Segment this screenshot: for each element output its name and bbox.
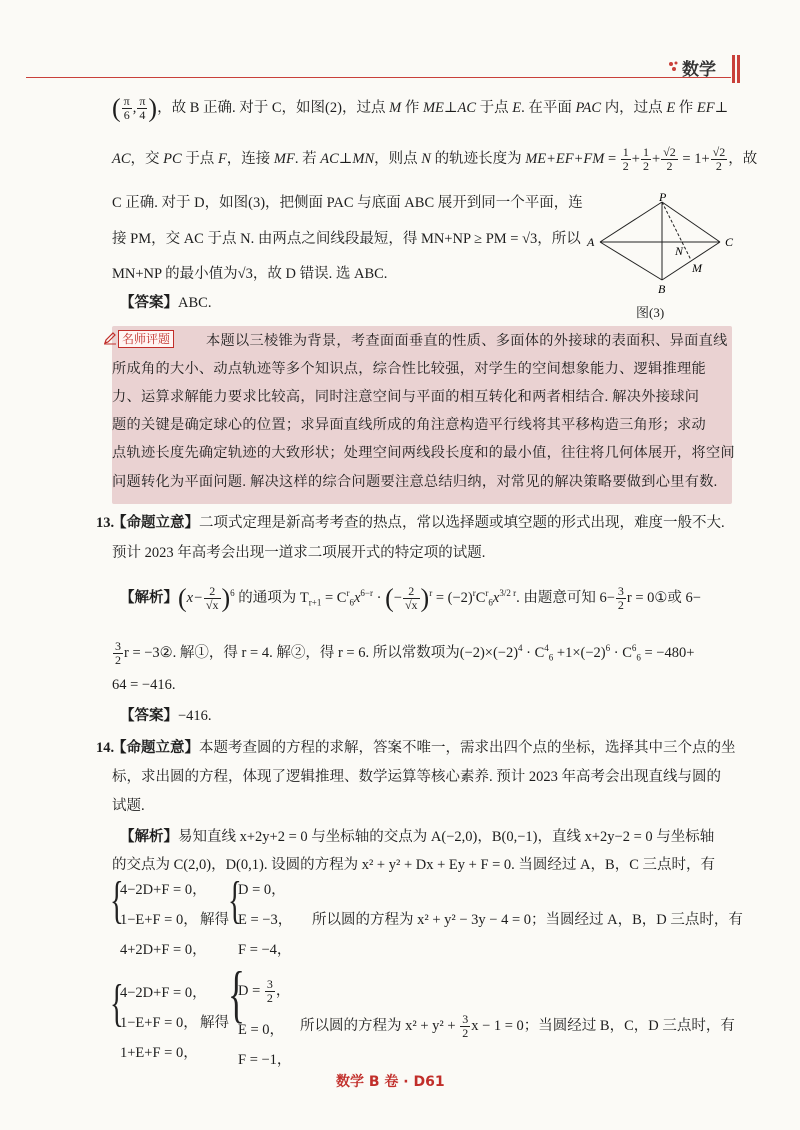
frac-sqrt2-over-2-a: $\frac{√2}{2}$ xyxy=(663,145,676,173)
header-dots-icon xyxy=(668,60,680,72)
frac-pi-4: $\frac{\pi}{4}$ xyxy=(139,94,146,122)
q12-paragraph-2: AC，交 PC 于点 F，连接 MF. 若 AC⊥MN，则点 N 的轨迹长度为 ME+EF+FM = $\frac{1}{2}$ + $\frac{1}{2}$ + $\frac{√2}{2}$ = 1+ $\frac{√2}{2}$ ，故 xyxy=(112,145,758,173)
q12-paragraph-5: MN+NP 的最小值为√3，故 D 错误. 选 ABC. xyxy=(112,266,388,282)
sys1-eq-3: 4+2D+F = 0， xyxy=(120,942,207,958)
comment-line-6: 问题转化为平面问题. 解决这样的综合问题要注意总结归纳，对常见的解决策略要做到心里有数. xyxy=(112,474,718,490)
q13-analysis-1: 【解析】(x− $\frac{2}{√x}$ )$^6$ 的通项为 $T_{r+1} = C^r_6x^{6-r}$ · (− $\frac{2}{√x}$ )$^r = (-2)^rC^r_6x^{3/2 r}$. 由题意可知 6− $\frac{3}{2}$ r = 0①或 6− xyxy=(120,583,701,613)
brace-left-2: { xyxy=(228,872,242,929)
page-footer: 数学 B 卷 · D61 xyxy=(336,1074,445,1090)
q12-paragraph-3: C 正确. 对于 D，如图(3)，把侧面 PAC 与底面 ABC 展开到同一个平面，连 xyxy=(112,195,583,211)
q14-analysis-2: 的交点为 C(2,0)，D(0,1). 设圆的方程为 x² + y² + Dx + Ey + F = 0. 当圆经过 A，B，C 三点时，有 xyxy=(112,857,715,873)
result-1: 所以圆的方程为 x² + y² − 3y − 4 = 0；当圆经过 A，B，D 三点时，有 xyxy=(312,912,743,928)
paren-close: ) xyxy=(148,93,158,123)
sys2-eq-2: 1−E+F = 0， xyxy=(120,1015,198,1031)
frac-sqrt2-over-2-b: $\frac{√2}{2}$ xyxy=(712,145,726,173)
comment-line-4: 题的关键是确定球心的位置；求异面直线所成的角注意构造平行线将其平移构造三角形；求动 xyxy=(112,417,706,433)
q14-intent-2: 标，求出圆的方程，体现了逻辑推理、数学运算等核心素养. 预计 2023 年高考会出现直线与圆的 xyxy=(112,769,721,785)
q12-paragraph-4: 接 PM，交 AC 于点 N. 由两点之间线段最短，得 MN+NP ≥ PM = √3，所以 xyxy=(112,231,581,247)
sol1-D: D = 0， xyxy=(238,882,286,898)
q13-intent-2: 预计 2023 年高考会出现一道求二项展开式的特定项的试题. xyxy=(112,545,486,561)
teacher-comment-badge: 名师评题 xyxy=(118,330,174,348)
figure-caption: 图(3) xyxy=(636,305,665,320)
fig-label-B: B xyxy=(658,282,666,296)
sys2-eq-3: 1+E+F = 0， xyxy=(120,1045,198,1061)
brace-left-1: { xyxy=(110,872,124,929)
q14-number: 14. xyxy=(96,740,115,756)
q12-answer: 【答案】ABC. xyxy=(120,295,212,311)
q13-answer: 【答案】−416. xyxy=(120,708,212,724)
sol1-E: E = −3， xyxy=(238,912,293,928)
fig-label-M: M xyxy=(692,261,702,275)
sys1-eq-1: 4−2D+F = 0， xyxy=(120,882,207,898)
comment-line-5: 点轨迹长度先确定轨迹的大致形状；处理空间两线段长度和的最小值，往往将几何体展开，将空间 xyxy=(112,445,735,461)
sol2-D: D = $\frac{3}{2}$ ， xyxy=(238,977,291,1005)
q14-intent-1: 【命题立意】本题考查圆的方程的求解，答案不唯一，需求出四个点的坐标，选择其中三个点的坐 xyxy=(112,740,736,756)
brace-left-4: { xyxy=(228,958,245,1029)
comment-line-1: 本题以三棱锥为背景，考查面面垂直的性质、多面体的外接球的表面积、异面直线 xyxy=(206,333,728,349)
frac-half-b: $\frac{1}{2}$ xyxy=(642,145,649,173)
figure-3-diagram xyxy=(580,192,740,320)
sys1-eq-2: 1−E+F = 0， xyxy=(120,912,198,928)
result-2: 所以圆的方程为 x² + y² + $\frac{3}{2}$ x − 1 = 0；当圆经过 B，C，D 三点时，有 xyxy=(300,1012,735,1040)
pen-icon xyxy=(103,331,117,345)
q13-analysis-2: $\frac{3}{2}$ r = −3②. 解①，得 r = 4. 解②，得 r = 6. 所以常数项为$(-2)\times(-2)^4 \cdot C^4_6 +1\times(-2)^6 \cdot C^6_6 = -480+$ xyxy=(115,639,695,667)
sol2-F: F = −1， xyxy=(238,1052,292,1068)
frac-pi-6: $\frac{\pi}{6}$ xyxy=(123,94,130,122)
brace-left-3: { xyxy=(110,975,124,1032)
q12-paragraph-1: ( $\frac{\pi}{6}$ , $\frac{\pi}{4}$ )，故 B 正确. 对于 C，如图(2)，过点 M 作 ME⊥AC 于点 E. 在平面 PAC 内，过点 E 作 EF⊥ xyxy=(112,93,729,123)
fig-label-A: A xyxy=(587,235,595,249)
frac-half-a: $\frac{1}{2}$ xyxy=(622,145,629,173)
fig-label-C: C xyxy=(725,235,734,249)
header-accent-bars xyxy=(732,55,740,83)
fig-label-N: N xyxy=(675,244,684,258)
fig-label-P: P xyxy=(659,192,667,204)
subject-title: 数学 xyxy=(682,60,716,80)
sys2-eq-1: 4−2D+F = 0， xyxy=(120,985,207,1001)
q13-analysis-3: 64 = −416. xyxy=(112,677,176,693)
solve-word-2: 解得 xyxy=(200,1015,229,1031)
q14-analysis-1: 【解析】易知直线 x+2y+2 = 0 与坐标轴的交点为 A(−2,0)，B(0,−1)，直线 x+2y−2 = 0 与坐标轴 xyxy=(120,829,715,845)
q13-intent-1: 【命题立意】二项式定理是新高考考查的热点，常以选择题或填空题的形式出现，难度一般不大. xyxy=(112,515,725,531)
solve-word-1: 解得 xyxy=(200,912,229,928)
q14-intent-3: 试题. xyxy=(112,798,145,814)
comment-line-3: 力、运算求解能力要求比较高，同时注意空间与平面的相互转化和两者相结合. 解决外接球问 xyxy=(112,389,700,405)
sol1-F: F = −4， xyxy=(238,942,292,958)
sol2-E: E = 0， xyxy=(238,1022,285,1038)
q13-number: 13. xyxy=(96,515,115,531)
header-rule xyxy=(26,77,731,78)
paren-open: ( xyxy=(112,93,121,123)
comment-line-2: 所成角的大小、动点轨迹等多个知识点，综合性比较强，对学生的空间想象能力、逻辑推理能 xyxy=(112,361,706,377)
